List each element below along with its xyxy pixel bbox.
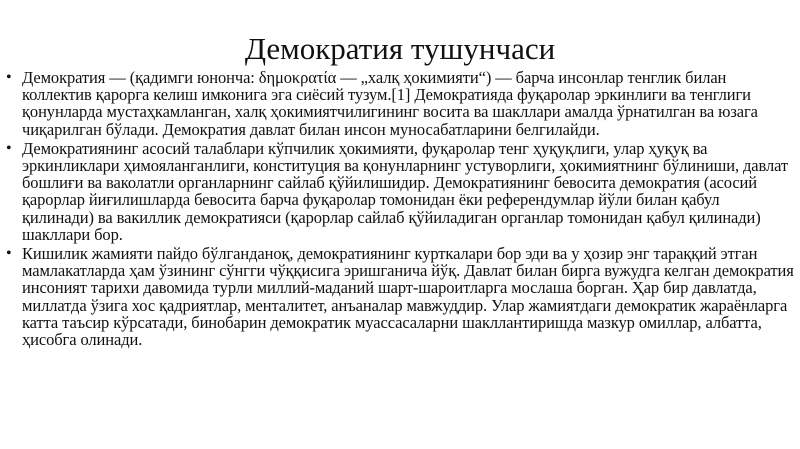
bullet-text: Демократия — (қадимги юнонча: δημοκρατία — „халқ ҳокимияти“) — барча инсонлар тенглик билан коллектив қарорга келиш имконига эга сиёсий тузум.[1] Демократияда фуқаролар эркинлиги ва тенглиги қонунларда мустаҳкамланган, халқ ҳокимиятчилигининг восита ва шакллари амалда ўрнатилган ва юзага чиқарилган бўлади. Демократия давлат билан инсон муносабатларини белгилайди. <box>22 68 758 139</box>
bullet-text: Демократиянинг асосий талаблари кўпчилик ҳокимияти, фуқаролар тенг ҳуқуқлиги, улар ҳуқуқ ва эркинликлари ҳимояланганлиги, конституция ва қонунларнинг устуворлиги, ҳокимиятнинг бўлиниши, давлат бошлиғи ва ваколатли органларнинг сайлаб қўйилишидир. Демократиянинг бевосита демократия (асосий қарорлар йиғилишларда бевосита барча фуқаролар томонидан ёки референдумлар йўли билан қабул қилинади) ва вакиллик демократияси (қарорлар сайлаб қўйиладиган органлар томонидан қабул қилинади) шакллари бор. <box>22 138 789 244</box>
bullet-icon: • <box>6 139 12 157</box>
bullet-item-requirements <box>6 140 794 243</box>
bullet-icon: • <box>6 69 12 86</box>
slide-title: Демократия тушунчаси <box>244 31 556 66</box>
bullet-icon: • <box>6 245 12 263</box>
bullet-item-history <box>6 245 794 348</box>
bullet-list <box>6 69 794 350</box>
bullet-text: Кишилик жамияти пайдо бўлганданоқ, демократиянинг курткалари бор эди ва у ҳозир энг тараққий этган мамлакатларда ҳам ўзининг сўнгги чўққисига эришганича йўқ. Давлат билан бирга вужудга келган демократия инсоният тарихи давомида турли миллий-маданий шарт-шароитларга мослаша борган. Ҳар бир давлатда, миллатда ўзига хос қадриятлар, менталитет, анъаналар мавжуддир. Улар жамиятдаги демократик жараёнларга катта таъсир кўрсатади, бинобарин демократик муассасаларни шакллантиришда мазкур омиллар, албатта, ҳисобга олинади. <box>22 244 794 350</box>
bullet-item-definition <box>6 69 794 138</box>
